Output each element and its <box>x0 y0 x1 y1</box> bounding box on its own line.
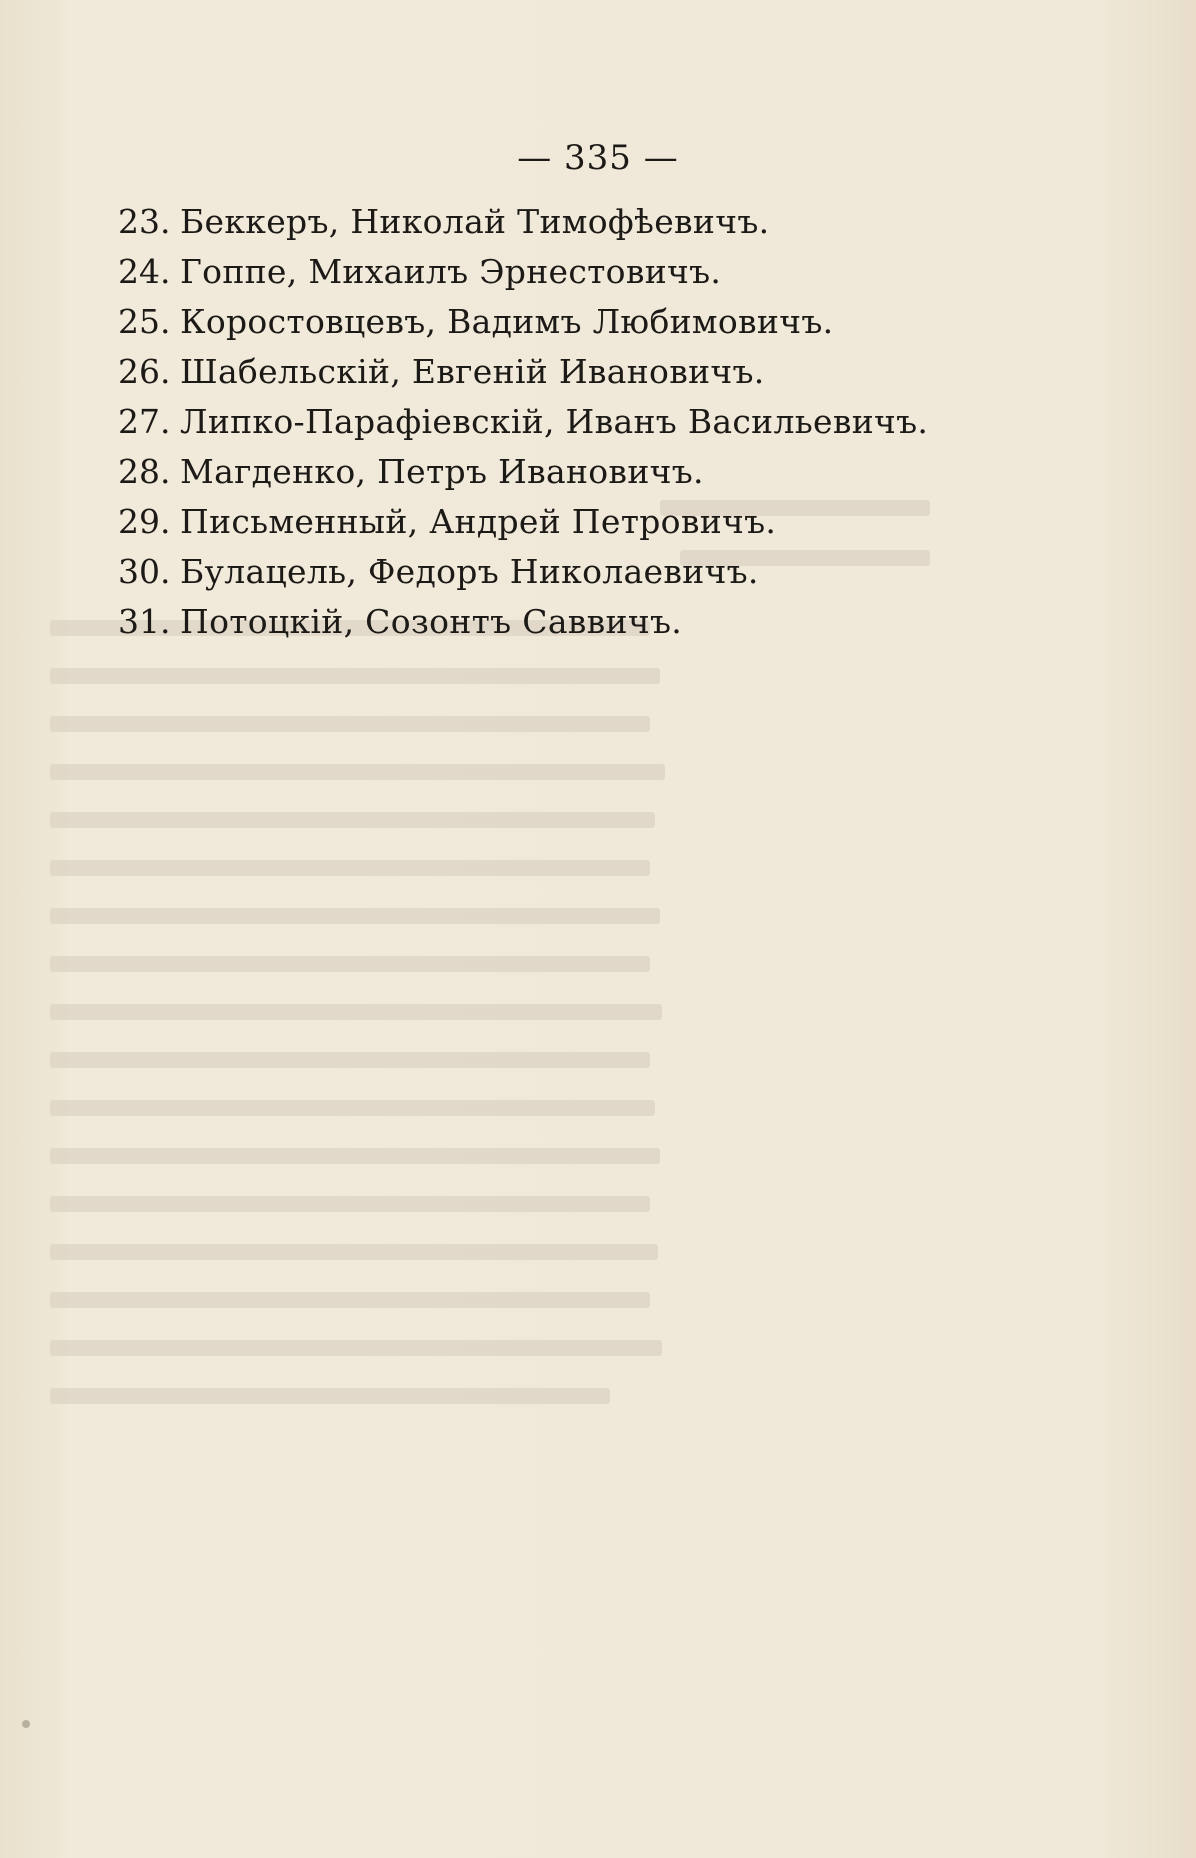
entry-number: 30. <box>118 552 171 591</box>
list-item <box>118 452 938 502</box>
entry-number: 25. <box>118 302 171 341</box>
entry-number: 23. <box>118 202 171 241</box>
entry-name: Булацель, Федоръ Николаевичъ. <box>180 552 759 591</box>
entry-name: Письменный, Андрей Петровичъ. <box>180 502 777 541</box>
entry-number: 28. <box>118 452 171 491</box>
page-number: — 335 — <box>517 138 679 178</box>
ink-spot <box>22 1720 30 1728</box>
list-item <box>118 502 938 552</box>
list-item <box>118 402 938 452</box>
entry-number: 26. <box>118 352 171 391</box>
list-item <box>118 602 938 652</box>
list-item <box>118 552 938 602</box>
entry-name: Шабельскій, Евгеній Ивановичъ. <box>180 352 765 391</box>
entry-name: Коростовцевъ, Вадимъ Любимовичъ. <box>180 302 834 341</box>
entry-number: 31. <box>118 602 171 641</box>
list-item <box>118 302 938 352</box>
entry-name: Потоцкій, Созонтъ Саввичъ. <box>180 602 683 641</box>
entry-name: Гоппе, Михаилъ Эрнестовичъ. <box>180 252 722 291</box>
entry-number: 27. <box>118 402 171 441</box>
entry-name: Беккеръ, Николай Тимофѣевичъ. <box>180 202 770 241</box>
list-item <box>118 252 938 302</box>
list-item <box>118 202 938 252</box>
entry-name: Магденко, Петръ Ивановичъ. <box>180 452 704 491</box>
entry-number: 29. <box>118 502 171 541</box>
entry-number: 24. <box>118 252 171 291</box>
list-item <box>118 352 938 402</box>
name-list <box>118 202 938 652</box>
entry-name: Липко-Парафіевскій, Иванъ Васильевичъ. <box>180 402 929 441</box>
